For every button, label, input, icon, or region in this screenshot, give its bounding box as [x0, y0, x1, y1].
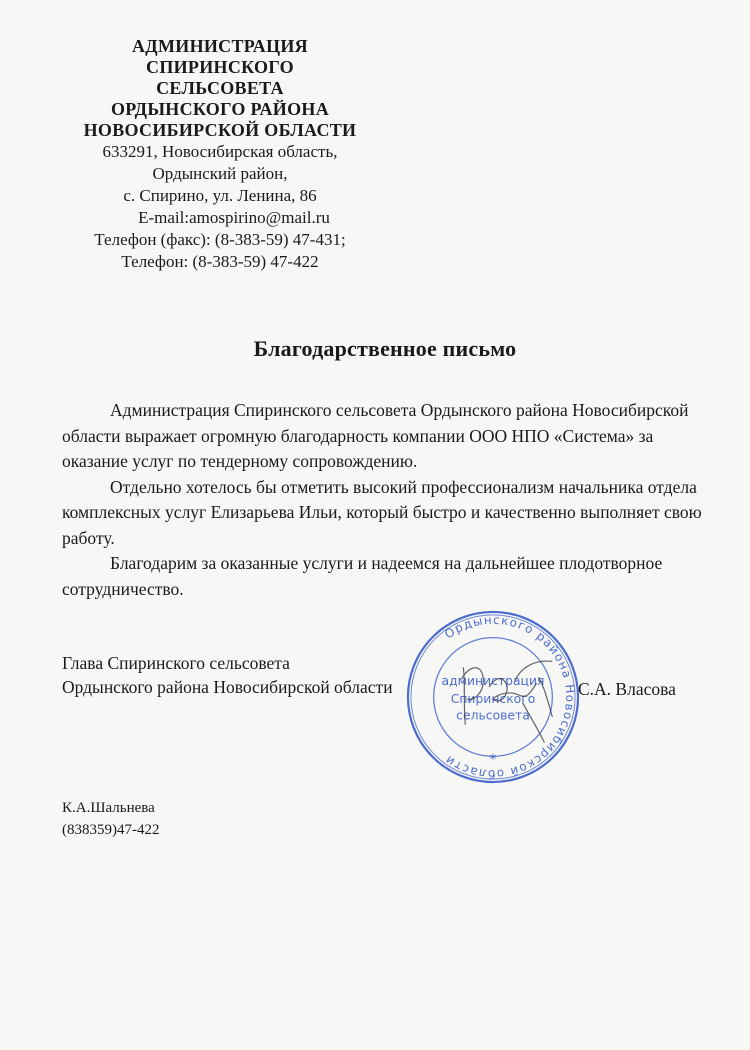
org-name-line: СЕЛЬСОВЕТА: [156, 78, 284, 98]
signatory-position: Ордынского района Новосибирской области: [62, 677, 393, 697]
letter-title: Благодарственное письмо: [253, 336, 517, 361]
org-name-line: АДМИНИСТРАЦИЯ: [132, 36, 308, 56]
address-line: с. Спирино, ул. Ленина, 86: [123, 186, 317, 205]
org-name-line: СПИРИНСКОГО: [146, 57, 294, 77]
stamp-star: *: [489, 752, 497, 769]
letterhead: [60, 36, 380, 273]
paragraph: Благодарим за оказанные услуги и надеемся на дальнейшее плодотворное сотрудничество.: [62, 553, 663, 599]
letter-body: [62, 398, 712, 602]
signatory-name: С.А. Власова: [578, 679, 676, 699]
address-line: Ордынский район,: [152, 164, 288, 183]
org-name-line: НОВОСИБИРСКОЙ ОБЛАСТИ: [83, 120, 357, 140]
phone-line: Телефон: (8-383-59) 47-422: [121, 252, 319, 271]
paragraph: Администрация Спиринского сельсовета Ордынского района Новосибирской области выражает огромную благодарность компании ООО НПО «Система» за оказание услуг по тендерному сопровождению.: [62, 400, 689, 471]
stamp-inner-line: Спиринского: [450, 691, 536, 706]
stamp-inner-line: сельсовета: [456, 708, 530, 723]
stamp-inner-line: администрация: [441, 674, 545, 689]
executor-phone: (838359)47-422: [62, 822, 160, 838]
address-line: 633291, Новосибирская область,: [102, 142, 338, 161]
executor-name: К.А.Шальнева: [62, 800, 155, 816]
signatory-position: Глава Спиринского сельсовета: [62, 653, 290, 673]
paragraph: Отдельно хотелось бы отметить высокий профессионализм начальника отдела комплексных услуг Елизарьева Ильи, который быстро и качественно выполняет свою работу.: [62, 476, 702, 548]
email-line: E-mail:amospirino@mail.ru: [138, 208, 330, 227]
executor-block: [62, 797, 160, 841]
phone-fax-line: Телефон (факс): (8-383-59) 47-431;: [94, 230, 346, 249]
signature-block: [62, 651, 702, 699]
stamp-outer-text: Ордынского района Новосибирской области: [441, 612, 578, 782]
org-name-line: ОРДЫНСКОГО РАЙОНА: [110, 99, 330, 119]
